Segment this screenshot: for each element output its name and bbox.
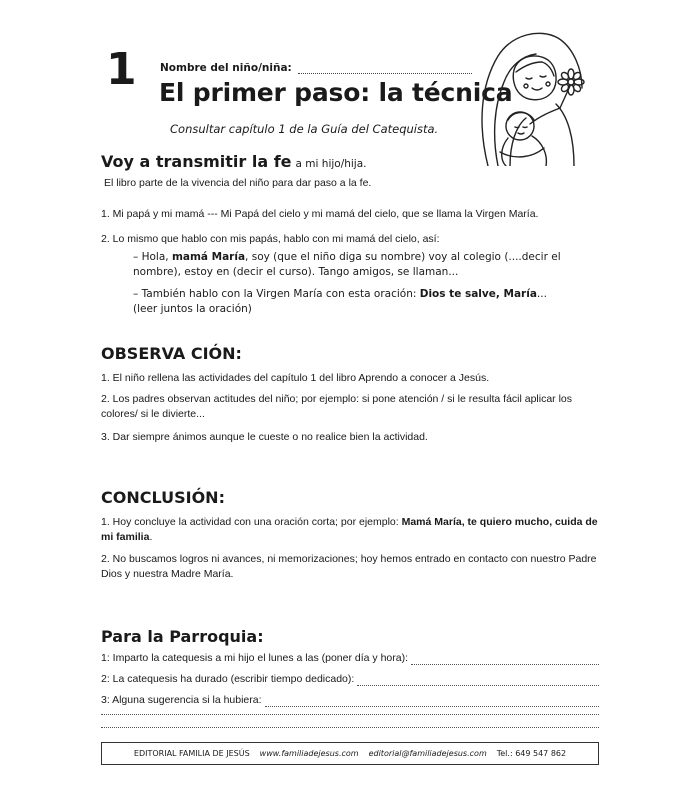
parish-field-2-input[interactable] xyxy=(357,676,599,686)
transmit-item-1: 1. Mi papá y mi mamá --- Mi Papá del cielo y mi mamá del cielo, que se llama la Virgen María. xyxy=(101,208,539,220)
parish-field-2-row xyxy=(101,672,599,686)
virgin-mary-with-child-illustration xyxy=(470,26,600,166)
page-title: El primer paso: la técnica xyxy=(159,78,513,107)
quote-2-start: – También hablo con la Virgen María con esta oración: xyxy=(133,288,420,300)
quote-2-bold: Dios te salve, María xyxy=(419,288,537,300)
footer-phone: Tel.: 649 547 862 xyxy=(496,749,567,758)
conclusion-heading: CONCLUSIÓN: xyxy=(101,488,225,507)
footer-website[interactable]: www.familiadejesus.com xyxy=(259,749,359,758)
conclusion-item-1-end: . xyxy=(149,531,153,543)
transmit-item-2: 2. Lo mismo que hablo con mis papás, hablo con mi mamá del cielo, así: xyxy=(101,233,440,245)
conclusion-item-2: 2. No buscamos logros ni avances, ni memorizaciones; hoy hemos entrado en contacto con nuestro Padre Dios y nuestra Madre María. xyxy=(101,553,597,580)
parish-extra-line-1[interactable] xyxy=(101,714,599,715)
chapter-number: 1 xyxy=(106,44,137,95)
parish-extra-line-2[interactable] xyxy=(101,727,599,728)
quote-1-bold: mamá María xyxy=(171,251,246,263)
transmit-heading-text: Voy a transmitir la fe xyxy=(101,152,292,171)
parish-field-2-label: 2: La catequesis ha durado (escribir tiempo dedicado): xyxy=(101,673,355,685)
quote-1-end: , soy (que el niño diga su nombre) voy al colegio (....decir el nombre), estoy en (decir el curso). Tango amigos, se llaman... xyxy=(133,251,561,278)
conclusion-item-1 xyxy=(101,515,601,545)
child-name-row xyxy=(160,62,472,74)
page-subtitle: Consultar capítulo 1 de la Guía del Catequista. xyxy=(170,122,439,136)
transmit-intro: El libro parte de la vivencia del niño para dar paso a la fe. xyxy=(104,177,372,189)
footer-box xyxy=(101,742,599,765)
child-name-label: Nombre del niño/niña: xyxy=(160,62,292,74)
parish-field-3-input[interactable] xyxy=(265,697,599,707)
parish-field-1-input[interactable] xyxy=(411,655,599,665)
parish-field-3-row xyxy=(101,693,599,707)
parish-heading: Para la Parroquia: xyxy=(101,627,264,646)
parish-field-1-label: 1: Imparto la catequesis a mi hijo el lunes a las (poner día y hora): xyxy=(101,652,408,664)
transmit-heading xyxy=(101,152,367,171)
footer-email[interactable]: editorial@familiadejesus.com xyxy=(368,749,487,758)
transmit-quote-1 xyxy=(133,250,573,280)
child-name-field[interactable] xyxy=(298,64,472,74)
quote-1-start: – Hola, xyxy=(133,251,172,263)
parish-field-1-row xyxy=(101,651,599,665)
observation-item-3: 3. Dar siempre ánimos aunque le cueste o no realice bien la actividad. xyxy=(101,431,428,443)
observation-heading: OBSERVA CIÓN: xyxy=(101,344,242,363)
transmit-heading-suffix: a mi hijo/hija. xyxy=(295,158,367,170)
footer-publisher: EDITORIAL FAMILIA DE JESÚS xyxy=(133,749,250,758)
transmit-quote-2 xyxy=(133,287,573,317)
observation-item-1: 1. El niño rellena las actividades del capítulo 1 del libro Aprendo a conocer a Jesús. xyxy=(101,372,490,384)
conclusion-item-1-start: 1. Hoy concluye la actividad con una oración corta; por ejemplo: xyxy=(101,516,402,528)
parish-field-3-label: 3: Alguna sugerencia si la hubiera: xyxy=(101,694,262,706)
observation-item-2: 2. Los padres observan actitudes del niño; por ejemplo: si pone atención / si le resulta fácil aplicar los colores/ si le divierte... xyxy=(101,393,573,420)
conclusion-item-1-bold: Mamá María, te quiero mucho, cuida de mi familia xyxy=(101,516,598,543)
quote-2-end: ... (leer juntos la oración) xyxy=(133,288,547,315)
